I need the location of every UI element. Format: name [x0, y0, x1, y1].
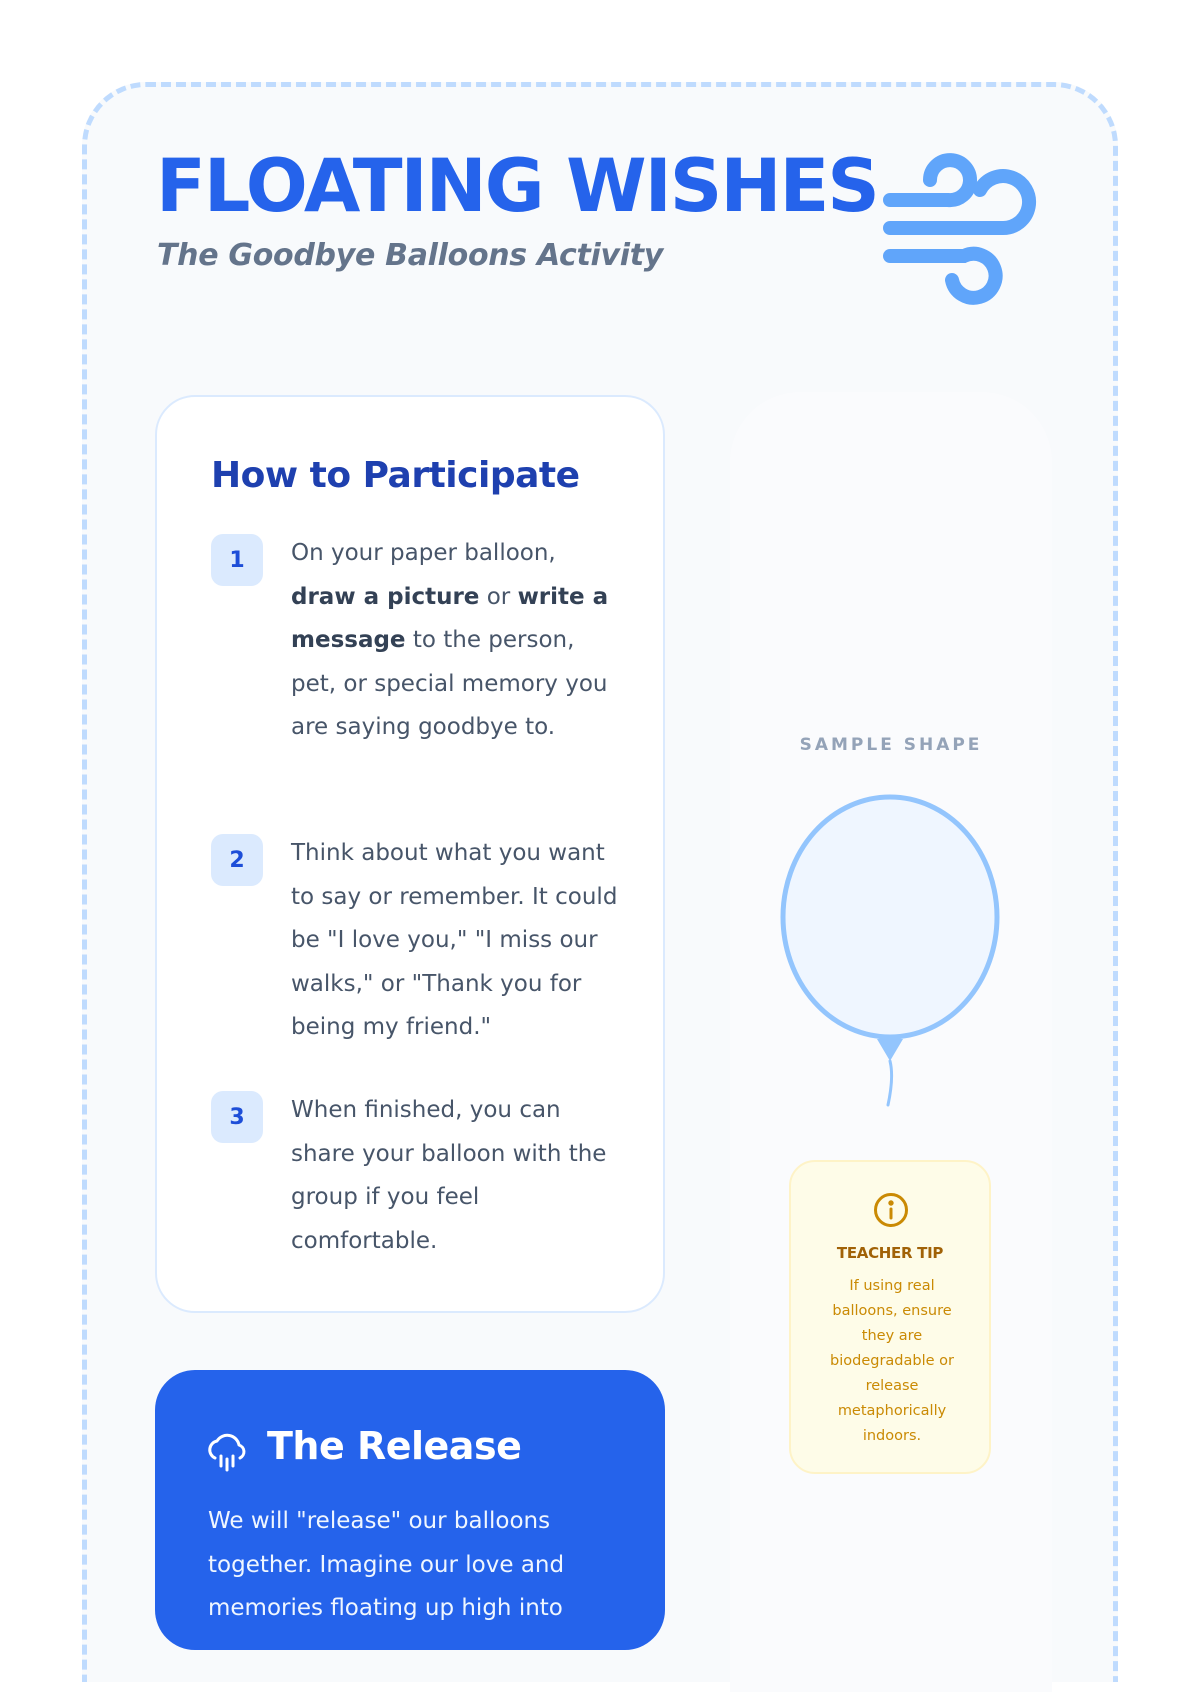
steps-title: How to Participate — [211, 455, 580, 496]
how-to-participate-card — [155, 395, 665, 1313]
step-text-bold: draw a picture — [291, 583, 480, 610]
release-title: The Release — [267, 1424, 522, 1468]
step-number: 2 — [211, 834, 263, 886]
step-text-part: or — [479, 583, 518, 610]
tip-title: TEACHER TIP — [836, 1244, 944, 1262]
step-text — [291, 832, 621, 1050]
step-number: 3 — [211, 1091, 263, 1143]
page-title: FLOATING WISHES — [156, 144, 878, 229]
release-card — [155, 1370, 665, 1650]
step-number: 1 — [211, 534, 263, 586]
wind-icon — [890, 168, 1046, 298]
teacher-tip-card — [789, 1160, 991, 1474]
step-text — [291, 1089, 621, 1263]
cloud-rain-icon — [207, 1432, 247, 1472]
step-text-bold: write a message — [291, 583, 609, 653]
balloon-icon — [778, 795, 1002, 1110]
step-text-part: to the person, pet, or special memory you are saying goodbye to. — [291, 627, 608, 740]
info-icon — [873, 1192, 909, 1228]
step-text-part: On your paper balloon, — [291, 540, 556, 566]
sample-shape-label: SAMPLE SHAPE — [799, 735, 983, 755]
release-text: We will "release" our balloons together. Imagine our love and memories floating up high into — [208, 1508, 565, 1621]
step-text-part: Think about what you want to say or remember. It could be "I love you," "I miss our walks," or "Thank you for being my friend." — [291, 840, 618, 1040]
page-subtitle: The Goodbye Balloons Activity — [157, 238, 664, 273]
tip-text: If using real balloons, ensure they are biodegradable or release metaphorically indoors. — [830, 1278, 954, 1444]
step-text-part: When finished, you can share your balloon with the group if you feel comfortable. — [291, 1097, 607, 1254]
step-text — [291, 532, 621, 750]
